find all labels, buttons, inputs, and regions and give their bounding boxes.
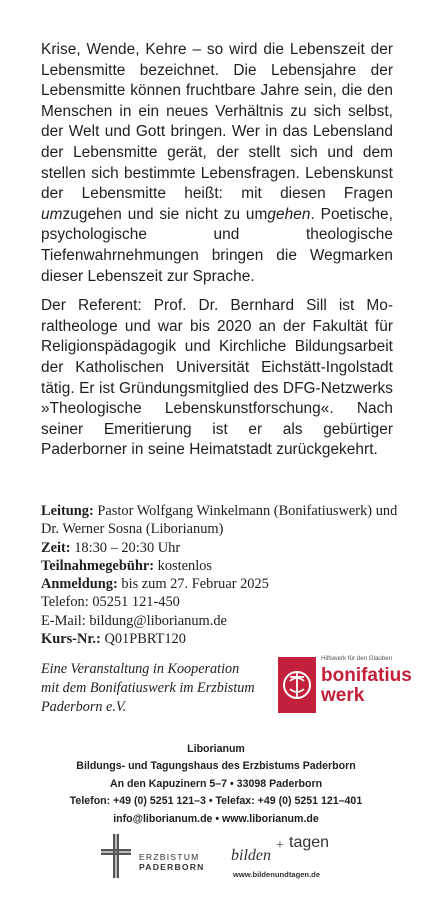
bonifatiuswerk-tagline: Hilfswerk für den Glauben (321, 655, 393, 662)
fee-line (41, 557, 401, 575)
leitung-value: Pastor Wolfgang Winkelmann (Bonifatiuswerk) und Dr. Werner Sosna (Liborianum) (41, 503, 398, 538)
course-number-value: Q01PBRT120 (104, 631, 186, 648)
cooperation-note: Eine Veranstaltung in Kooperation mit dem Bonifatiuswerk im Erzbistum Paderborn e.V. (41, 661, 255, 715)
intro-text-b: zugehen und sie nicht zu um (62, 205, 268, 223)
bilden-und-tagen-logo (231, 834, 341, 884)
tagen-word: tagen (289, 834, 330, 851)
contact-subtitle: Bildungs- und Tagungshaus des Erzbistums Paderborn (76, 760, 356, 773)
erzbistum-line1: ERZBISTUM (139, 852, 200, 862)
intro-emphasis-gehen: gehen (267, 205, 311, 223)
contact-address: An den Kapuzinern 5–7 • 33098 Paderborn (109, 777, 323, 790)
bilden-word: bilden (231, 847, 271, 864)
speaker-paragraph: Der Referent: Prof. Dr. Bernhard Sill ist Moraltheologe und war bis 2020 an der Fakultät für Religionspädagogik und Kirchliche Bildungsarbeit der Katholischen Universität Eichstätt-Ingolstadt tätig. Er ist Gründungsmitglied des DFG-Netzwerks »Theologische Lebenskunstforschung«. Nach seiner Emeritierung ist er als gebürtiger Paderborner in seine Heimatstadt zurückgekehrt. (41, 297, 393, 459)
registration-line (41, 575, 401, 593)
course-number-line (41, 630, 401, 648)
course-number-label: Kurs-Nr.: (41, 631, 101, 648)
cross-emblem-icon (278, 657, 316, 713)
leitung-label: Leitung: (41, 503, 94, 519)
contact-name: Liborianum (187, 743, 245, 755)
email-line: E-Mail: bildung@liborianum.de (41, 612, 227, 629)
cross-icon (101, 834, 131, 878)
zeit-value: 18:30 – 20:30 Uhr (74, 539, 181, 556)
bilden-und-tagen-url: www.bildenundtagen.de (233, 870, 321, 879)
bonifatiuswerk-name-line2: werk (321, 685, 365, 706)
fee-label: Teilnahmegebühr: (41, 557, 155, 574)
registration-label: Anmeldung: (41, 576, 118, 593)
erzbistum-line2: PADERBORN (139, 862, 205, 872)
bonifatiuswerk-logo (278, 655, 412, 715)
bonifatiuswerk-emblem (278, 657, 316, 713)
contact-web: info@liborianum.de • www.liborianum.de (113, 812, 319, 825)
bonifatiuswerk-name (321, 666, 412, 706)
leitung-line (41, 502, 401, 539)
event-details (41, 502, 401, 648)
intro-emphasis-um: um (41, 205, 63, 223)
intro-paragraph (41, 40, 393, 287)
intro-text-a: Krise, Wende, Kehre – so wird die Lebenszeit der Lebensmitte bezeichnet. Die Lebensjahre der Lebensmitte können fruchtbare Jahre sein, die den Menschen in ein neues Verhältnis zu sich selbst, der Welt und Gott bringen. Wer in das Lebensland der Lebensmitte gerät, der stellt sich und dem stellen sich bestimmte Lebensfragen. Lebenskunst der Lebensmitte heißt: mit diesen Fragen (41, 41, 393, 203)
bonifatiuswerk-name-line1: bonifatius (321, 665, 412, 686)
fee-value: kostenlos (157, 557, 212, 574)
erzbistum-text (139, 852, 205, 872)
phone-line: Telefon: 05251 121-450 (41, 594, 180, 611)
registration-value: bis zum 27. Februar 2025 (121, 576, 269, 593)
plus-icon: + (276, 838, 284, 853)
intro-text-c: . Poetische, psychologische und theologische Tiefenwahrnehmungen bringen die Wegmarken dieser Lebenszeit zur Sprache. (41, 205, 393, 285)
erzbistum-paderborn-logo (101, 832, 205, 882)
contact-phone: Telefon: +49 (0) 5251 121–3 • Telefax: +49 (0) 5251 121–401 (69, 795, 363, 808)
body-text (41, 40, 393, 461)
zeit-label: Zeit: (41, 539, 71, 556)
contact-block (40, 741, 392, 828)
zeit-line (41, 539, 401, 557)
